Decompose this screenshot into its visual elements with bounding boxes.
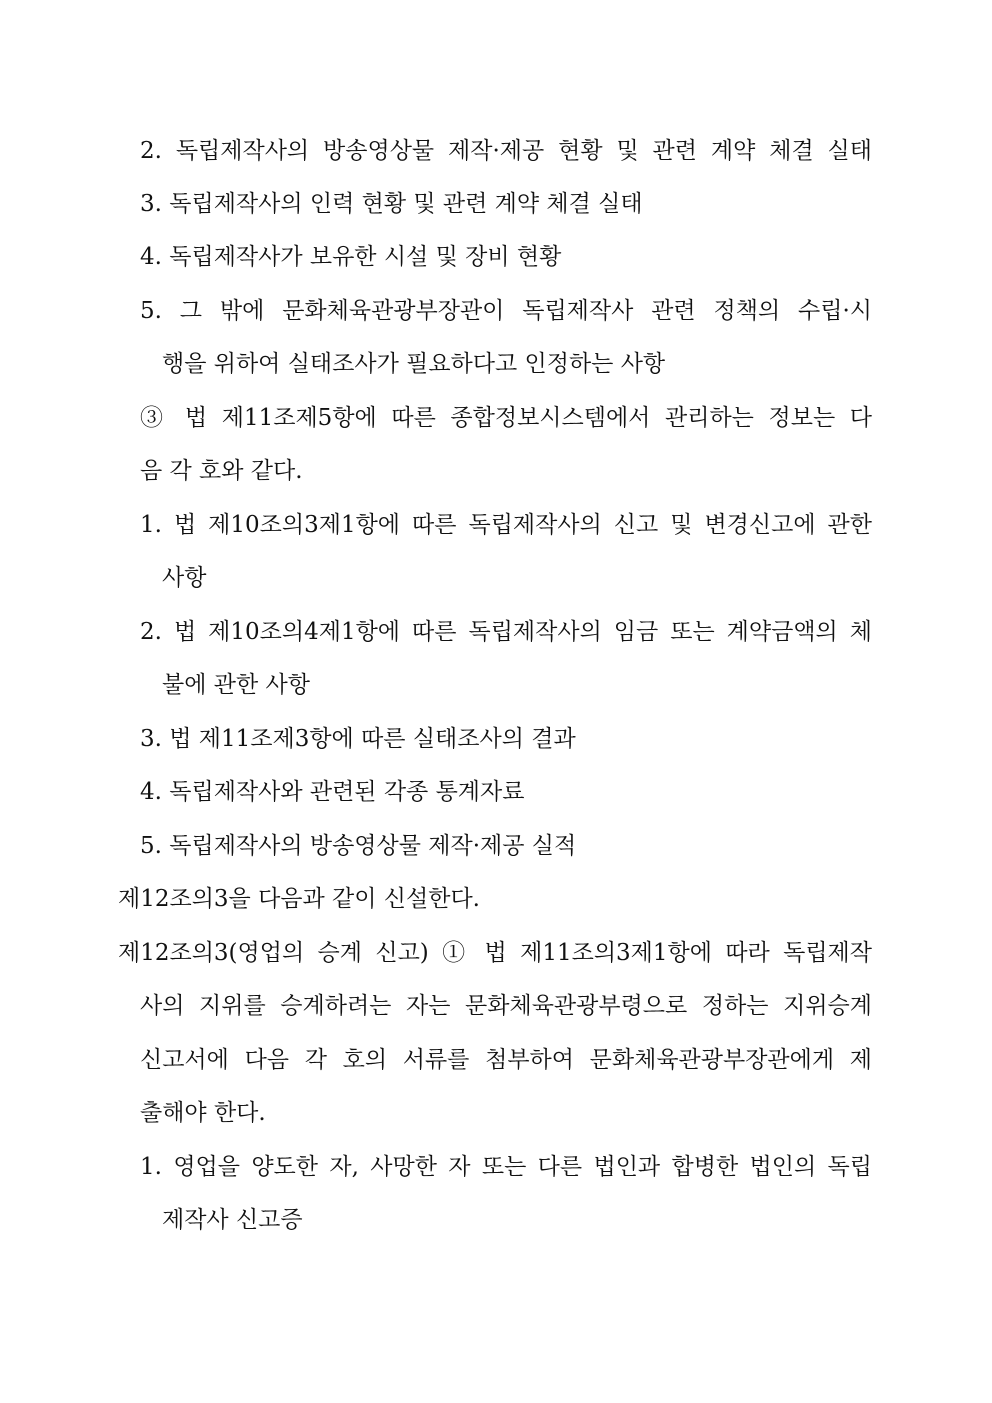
article-12-3-heading: 제12조의3(영업의 승계 신고) ① 법 제11조의3제1항에 따라 독립제작 — [118, 940, 872, 966]
document-item-1-continuation: 제작사 신고증 — [162, 1207, 303, 1233]
info-item-1-report: 1. 법 제10조의3제1항에 따른 독립제작사의 신고 및 변경신고에 관한 — [140, 512, 872, 538]
info-item-3-survey-results: 3. 법 제11조제3항에 따른 실태조사의 결과 — [140, 726, 576, 752]
amendment-new-article: 제12조의3을 다음과 같이 신설한다. — [118, 886, 480, 912]
info-item-5-performance: 5. 독립제작사의 방송영상물 제작·제공 실적 — [140, 833, 577, 859]
article-12-3-body-line-2: 사의 지위를 승계하려는 자는 문화체육관광부령으로 정하는 지위승계 — [140, 993, 872, 1019]
list-item-5-continuation: 행을 위하여 실태조사가 필요하다고 인정하는 사항 — [162, 351, 666, 377]
list-item-3-staff-contracts: 3. 독립제작사의 인력 현황 및 관련 계약 체결 실태 — [140, 191, 643, 217]
document-item-1-transfer: 1. 영업을 양도한 자, 사망한 자 또는 다른 법인과 합병한 법인의 독립 — [140, 1154, 872, 1180]
paragraph-3-info-system: ③ 법 제11조제5항에 따른 종합정보시스템에서 관리하는 정보는 다 — [140, 405, 872, 431]
info-item-2-wage-arrears: 2. 법 제10조의4제1항에 따른 독립제작사의 임금 또는 계약금액의 체 — [140, 619, 872, 645]
list-item-5-other-matters: 5. 그 밖에 문화체육관광부장관이 독립제작사 관련 정책의 수립·시 — [140, 298, 872, 324]
article-12-3-body-line-3: 신고서에 다음 각 호의 서류를 첨부하여 문화체육관광부장관에게 제 — [140, 1047, 872, 1073]
list-item-4-facilities: 4. 독립제작사가 보유한 시설 및 장비 현황 — [140, 244, 562, 270]
article-12-3-body-line-4: 출해야 한다. — [140, 1100, 266, 1126]
paragraph-3-continuation: 음 각 호와 같다. — [140, 458, 303, 484]
info-item-4-statistics: 4. 독립제작사와 관련된 각종 통계자료 — [140, 779, 525, 805]
info-item-2-continuation: 불에 관한 사항 — [162, 672, 310, 698]
info-item-1-continuation: 사항 — [162, 565, 207, 591]
list-item-2-production-contracts: 2. 독립제작사의 방송영상물 제작·제공 현황 및 관련 계약 체결 실태 — [140, 138, 872, 164]
